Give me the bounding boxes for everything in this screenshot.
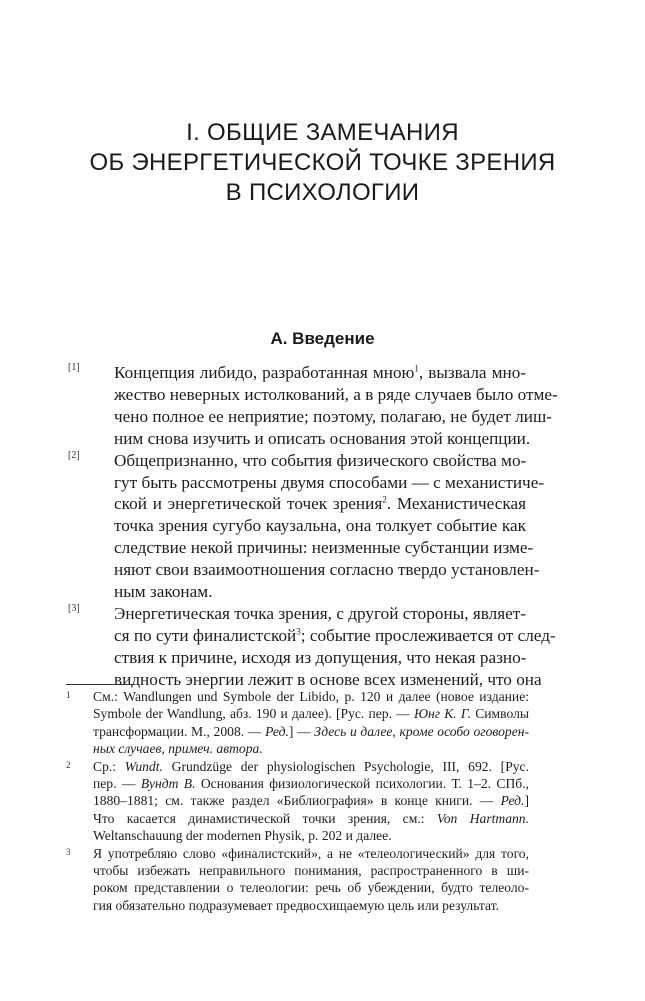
text-span: Здесь и далее, кроме особо оговорен- <box>314 723 530 739</box>
text-span: Основания физиологической психологии. Т. 1–2. СПб., <box>195 776 530 792</box>
text-span: Grundzüge der physiologischen Psychologie, III, 692. [Рус. <box>162 758 529 774</box>
text-span: ных случаев, примеч. автора. <box>93 741 263 757</box>
text-line: Концепция либидо, разработанная мною$^1$, вызвала мно- <box>114 363 527 382</box>
text-line: ствия к причине, исходя из допущения, что некая разно- <box>114 647 527 667</box>
footnote-divider <box>66 684 134 685</box>
text-span: Ред. <box>500 793 525 809</box>
footnote-mark: 2 <box>66 759 71 770</box>
author-name: Юнг К. Г. <box>413 706 471 722</box>
text-line: Энергетическая точка зрения, с другой стороны, являет- <box>114 603 526 623</box>
text-line: следствие некой причины: неизменные субстанции изме- <box>114 538 534 558</box>
footnote-ref: 3 <box>296 626 301 637</box>
footnote-mark: 3 <box>66 846 71 857</box>
footnote <box>66 845 529 915</box>
chapter-title-line: В ПСИХОЛОГИИ <box>225 179 420 206</box>
paragraph <box>68 362 558 450</box>
text-span: Symbole der Wandlung, абз. 190 и далее). [Рус. пер. — <box>93 706 414 722</box>
text-line: Общепризнанно, что события физического свойства мо- <box>114 450 527 470</box>
text-line: гут быть рассмотрены двумя способами — с механистиче- <box>114 472 545 492</box>
footnote-line <box>93 810 529 827</box>
paragraph-number: [3] <box>68 602 80 614</box>
footnote-line <box>93 758 529 775</box>
footnote-line <box>93 740 529 757</box>
text-span: Ср.: <box>93 758 125 774</box>
chapter-title-line: I. ОБЩИЕ ЗАМЕЧАНИЯ <box>186 119 459 146</box>
footnote-line <box>93 723 529 740</box>
text-line: видность энергии лежит в основе всех изменений, что она <box>114 669 542 689</box>
text-span: вызвала мно- <box>428 363 527 382</box>
text-line: ным законам. <box>114 582 213 602</box>
footnote-line: чтобы избежать неправильного понимания, распространенного в ши- <box>93 863 529 879</box>
footnote-line: гия обязательно подразумевает предвосхищаемую цель или результат. <box>93 897 500 913</box>
chapter-title <box>60 118 585 208</box>
author-name: Вундт В. <box>140 776 196 792</box>
paragraph-number: [2] <box>68 449 80 461</box>
author-name: Wundt. <box>124 758 163 774</box>
paragraph <box>68 449 545 603</box>
text-line: ним снова изучить и описать основания этой концепции. <box>114 428 531 448</box>
text-span: Ред. <box>265 723 289 739</box>
footnote-line: Я употребляю слово «финалистский», а не «телеологический» для того, <box>93 845 529 861</box>
paragraph-number: [1] <box>68 362 80 373</box>
author-name: Von Hartmann. <box>436 810 529 826</box>
text-span: ; событие прослеживается от след- <box>300 625 556 645</box>
text-line: чено полное ее неприятие; поэтому, полагаю, не будет лиш- <box>114 406 552 426</box>
text-span: ] — <box>288 723 315 739</box>
text-span: пер. — <box>93 776 141 792</box>
main-text <box>68 362 558 691</box>
footnotes <box>66 688 530 914</box>
text-span: ской и энергетической точек зрения <box>114 494 383 514</box>
footnote <box>66 758 530 845</box>
text-span: Что касается динамистической точки зрения, см.: <box>93 810 437 826</box>
footnote-line <box>93 775 529 792</box>
text-span: ] <box>524 793 529 809</box>
text-span: ся по сути финалистской <box>114 625 297 645</box>
text-span: трансформации. М., 2008. — <box>93 723 266 739</box>
text-line: жество неверных истолкований, а в ряде случаев было отме- <box>114 384 558 404</box>
text-span: Концепция либидо, разработанная мною <box>114 363 415 382</box>
footnote-line: См.: Wandlungen und Symbole der Libido, p. 120 и далее (новое издание: <box>93 689 529 704</box>
text-line: точка зрения сугубо каузальна, она толкует событие как <box>114 516 526 536</box>
text-span: Символы <box>471 706 529 722</box>
text-span: Механистическая <box>396 494 526 514</box>
text-line <box>114 625 556 647</box>
footnote-line <box>93 705 529 722</box>
footnote-ref: 1 <box>414 363 419 374</box>
section-title: А. Введение <box>270 329 375 348</box>
footnote <box>66 688 530 758</box>
chapter-title-line: ОБ ЭНЕРГЕТИЧЕСКОЙ ТОЧКЕ ЗРЕНИЯ <box>89 149 556 176</box>
footnote-line: Weltanschauung der modernen Physik, p. 202 и далее. <box>93 828 392 844</box>
text-line: няют свои взаимоотношения согласно твердо установлен- <box>114 560 540 580</box>
footnote-mark: 1 <box>66 690 71 700</box>
text-line: ской и энергетической точек зрения$^2$. Механистическая <box>114 494 526 514</box>
footnote-ref: 2 <box>382 494 387 505</box>
paragraph <box>68 602 556 691</box>
text-span: 1880–1881; см. также раздел «Библиография» в конце книги. — <box>93 793 501 809</box>
footnote-line <box>93 792 529 809</box>
footnote-line: роком представлении о телеологии: речь об убеждении, будто телеоло- <box>93 880 529 896</box>
